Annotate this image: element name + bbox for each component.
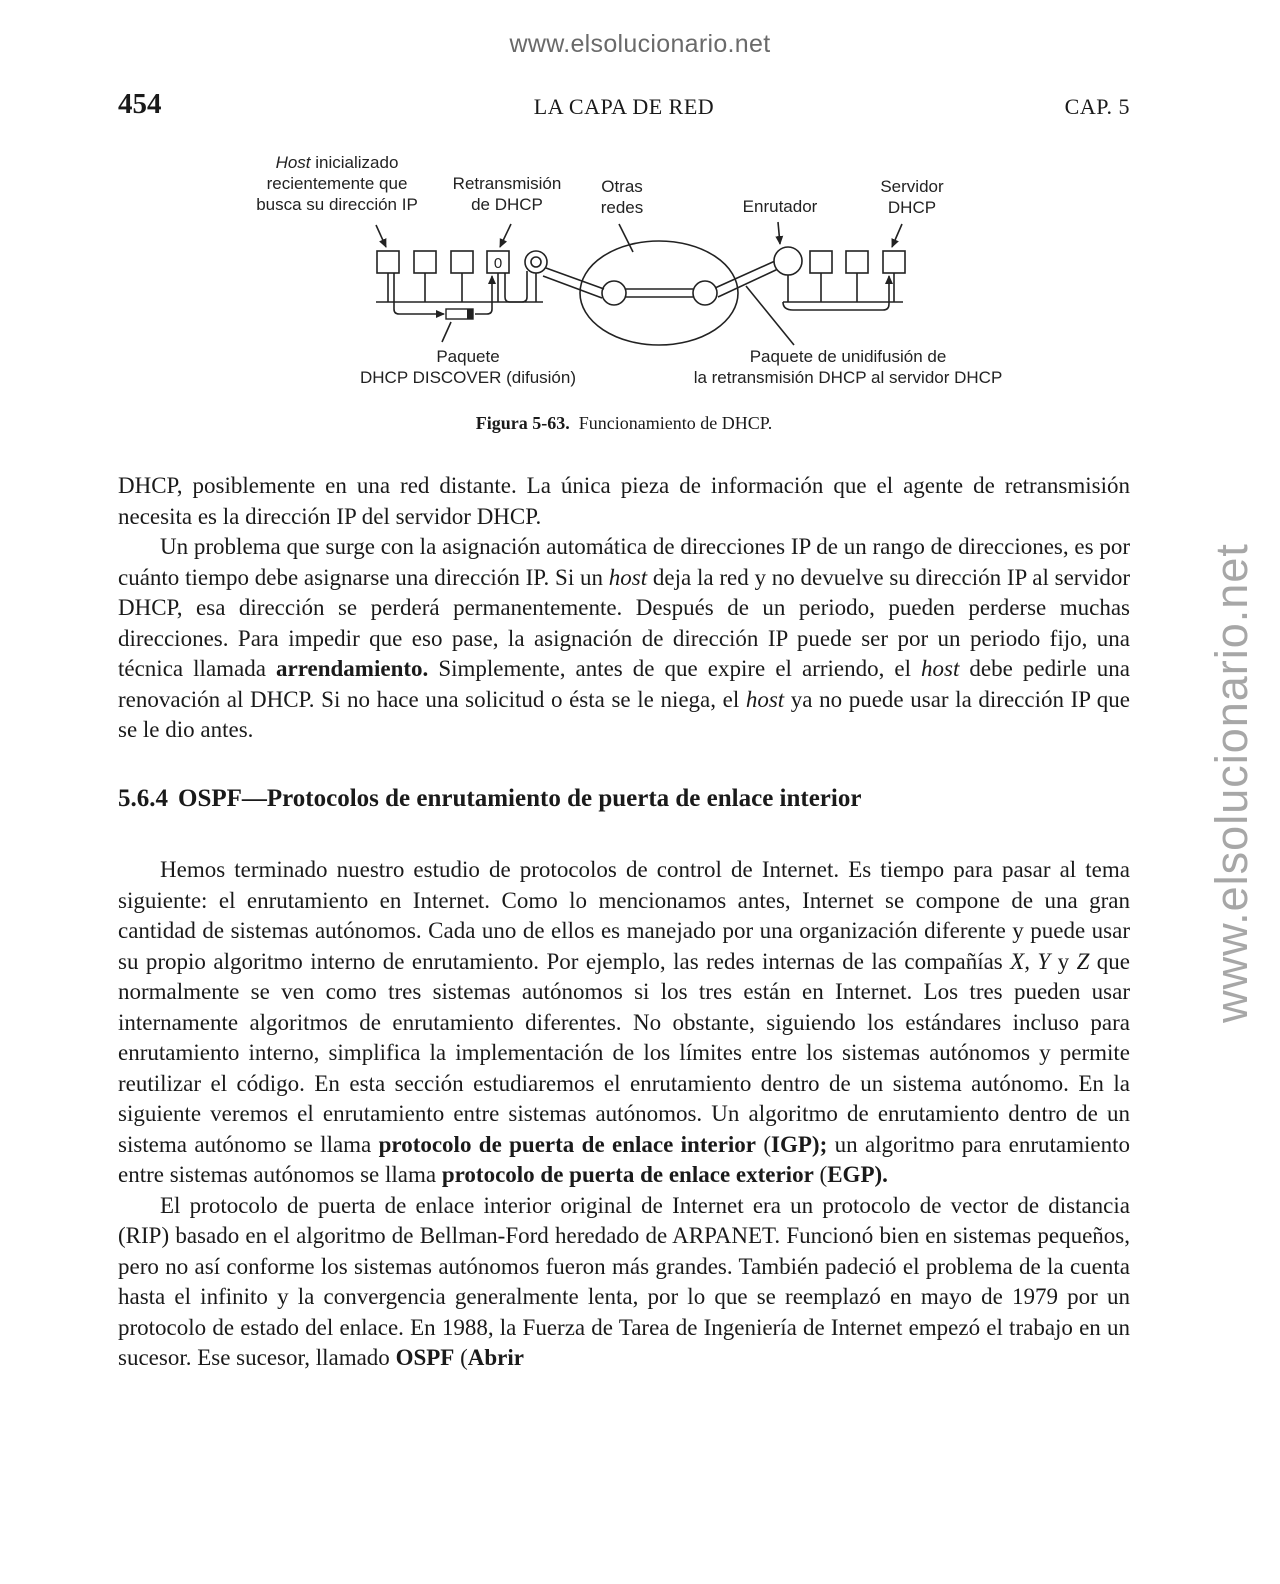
cloud-router-left (602, 281, 626, 305)
label-dhcp-server: Servidor DHCP (880, 177, 944, 217)
broadcast-path-arrow (394, 273, 444, 314)
watermark-side: www.elsolucionario.net (1206, 543, 1257, 1023)
host-box (846, 251, 868, 273)
label-relay: Retransmisión de DHCP (452, 174, 562, 214)
arrow-to-relay (500, 224, 511, 247)
figure-caption: Figura 5-63. Funcionamiento de DHCP. (475, 413, 773, 433)
unicast-path-arrow (783, 276, 889, 310)
relay-box-zero: 0 (493, 255, 503, 272)
arrow-to-server (892, 224, 902, 247)
label-unicast-packet: Paquete de unidifusión de la retransmisión DHCP al servidor DHCP (693, 347, 1003, 387)
running-header (118, 88, 1130, 128)
section-heading (118, 785, 871, 813)
dhcp-server-box (883, 251, 905, 273)
page-number: 454 (118, 88, 162, 120)
left-router-icon (525, 251, 547, 273)
label-other-networks: Otras redes (600, 177, 644, 217)
body-text-top (118, 471, 1130, 746)
pointer-unicast-link (746, 286, 794, 345)
pointer-discover-packet (442, 322, 451, 342)
arrow-to-new-host (376, 225, 386, 247)
chapter-number: CAP. 5 (1064, 94, 1130, 119)
host-box (810, 251, 832, 273)
section-title: OSPF—Protocolos de enrutamiento de puerta de enlace interior (178, 785, 862, 812)
arrow-to-router (778, 222, 780, 244)
label-router: Enrutador (742, 197, 818, 216)
watermark-top: www.elsolucionario.net (509, 30, 771, 58)
chapter-title: LA CAPA DE RED (533, 94, 715, 119)
host-box (414, 251, 436, 273)
host-new-box (377, 251, 399, 273)
paragraph-1: DHCP, posiblemente en una red distante. La única pieza de información que el agente de retransmisión necesita es la dirección IP del servidor DHCP. (118, 473, 1130, 529)
paragraph-2: Un problema que surge con la asignación automática de direcciones IP de un rango de direcciones, es por cuánto tiempo debe asignarse una dirección IP. Si un host deja la red y no devuelve su dirección IP al servidor DHCP, esa dirección se perderá permanentemente. Después de un periodo, pueden perderse muchas direcciones. Para impedir que eso pase, la asignación de dirección IP puede ser por un periodo fijo, una técnica llamada arrendamiento. Simplemente, antes de que expire el arriendo, el host debe pedirle una renovación al DHCP. Si no hace una solicitud o ésta se le niega, el host ya no puede usar la dirección IP que se le dio antes. (118, 534, 1130, 742)
label-discover-packet: Paquete DHCP DISCOVER (difusión) (359, 347, 577, 387)
label-new-host: Host inicializado recientemente que busca su dirección IP (256, 153, 418, 214)
cloud-router-right (693, 281, 717, 305)
host-box (451, 251, 473, 273)
figure-dhcp-operation (118, 148, 1130, 396)
body-text-bottom (118, 855, 1130, 1374)
right-router-icon (774, 247, 802, 275)
section-number: 5.6.4 (118, 785, 168, 812)
paragraph-3: Hemos terminado nuestro estudio de protocolos de control de Internet. Es tiempo para pasar al tema siguiente: el enrutamiento en Internet. Como lo mencionamos antes, Internet se compone de una gran cantidad de sistemas autónomos. Cada uno de ellos es manejado por una organización diferente y puede usar su propio algoritmo interno de enrutamiento. Por ejemplo, las redes internas de las compañías X, Y y Z que normalmente se ven como tres sistemas autónomos si los tres están en Internet. Los tres pueden usar internamente algoritmos de enrutamiento diferentes. No obstante, siguiendo los estándares incluso para enrutamiento interno, simplifica la implementación de los límites entre los sistemas autónomos y permite reutilizar el código. En esta sección estudiaremos el enrutamiento dentro de un sistema autónomo. En la siguiente veremos el enrutamiento entre sistemas autónomos. Un algoritmo de enrutamiento dentro de un sistema autónomo se llama protocolo de puerta de enlace interior (IGP); un algoritmo para enrutamiento entre sistemas autónomos se llama protocolo de puerta de enlace exterior (EGP). (118, 857, 1130, 1187)
paragraph-4: El protocolo de puerta de enlace interior original de Internet era un protocolo de vector de distancia (RIP) basado en el algoritmo de Bellman-Ford heredado de ARPANET. Funcionó bien en sistemas pequeños, pero no así conforme los sistemas autónomos fueron más grandes. También padeció el problema de la cuenta hasta el infinito y la convergencia generalmente lenta, por lo que se reemplazó en mayo de 1979 por un protocolo de estado del enlace. En 1988, la Fuerza de Tarea de Ingeniería de Internet empezó el trabajo en un sucesor. Ese sucesor, llamado OSPF (Abrir (118, 1192, 1130, 1370)
discover-packet-header (467, 309, 473, 319)
